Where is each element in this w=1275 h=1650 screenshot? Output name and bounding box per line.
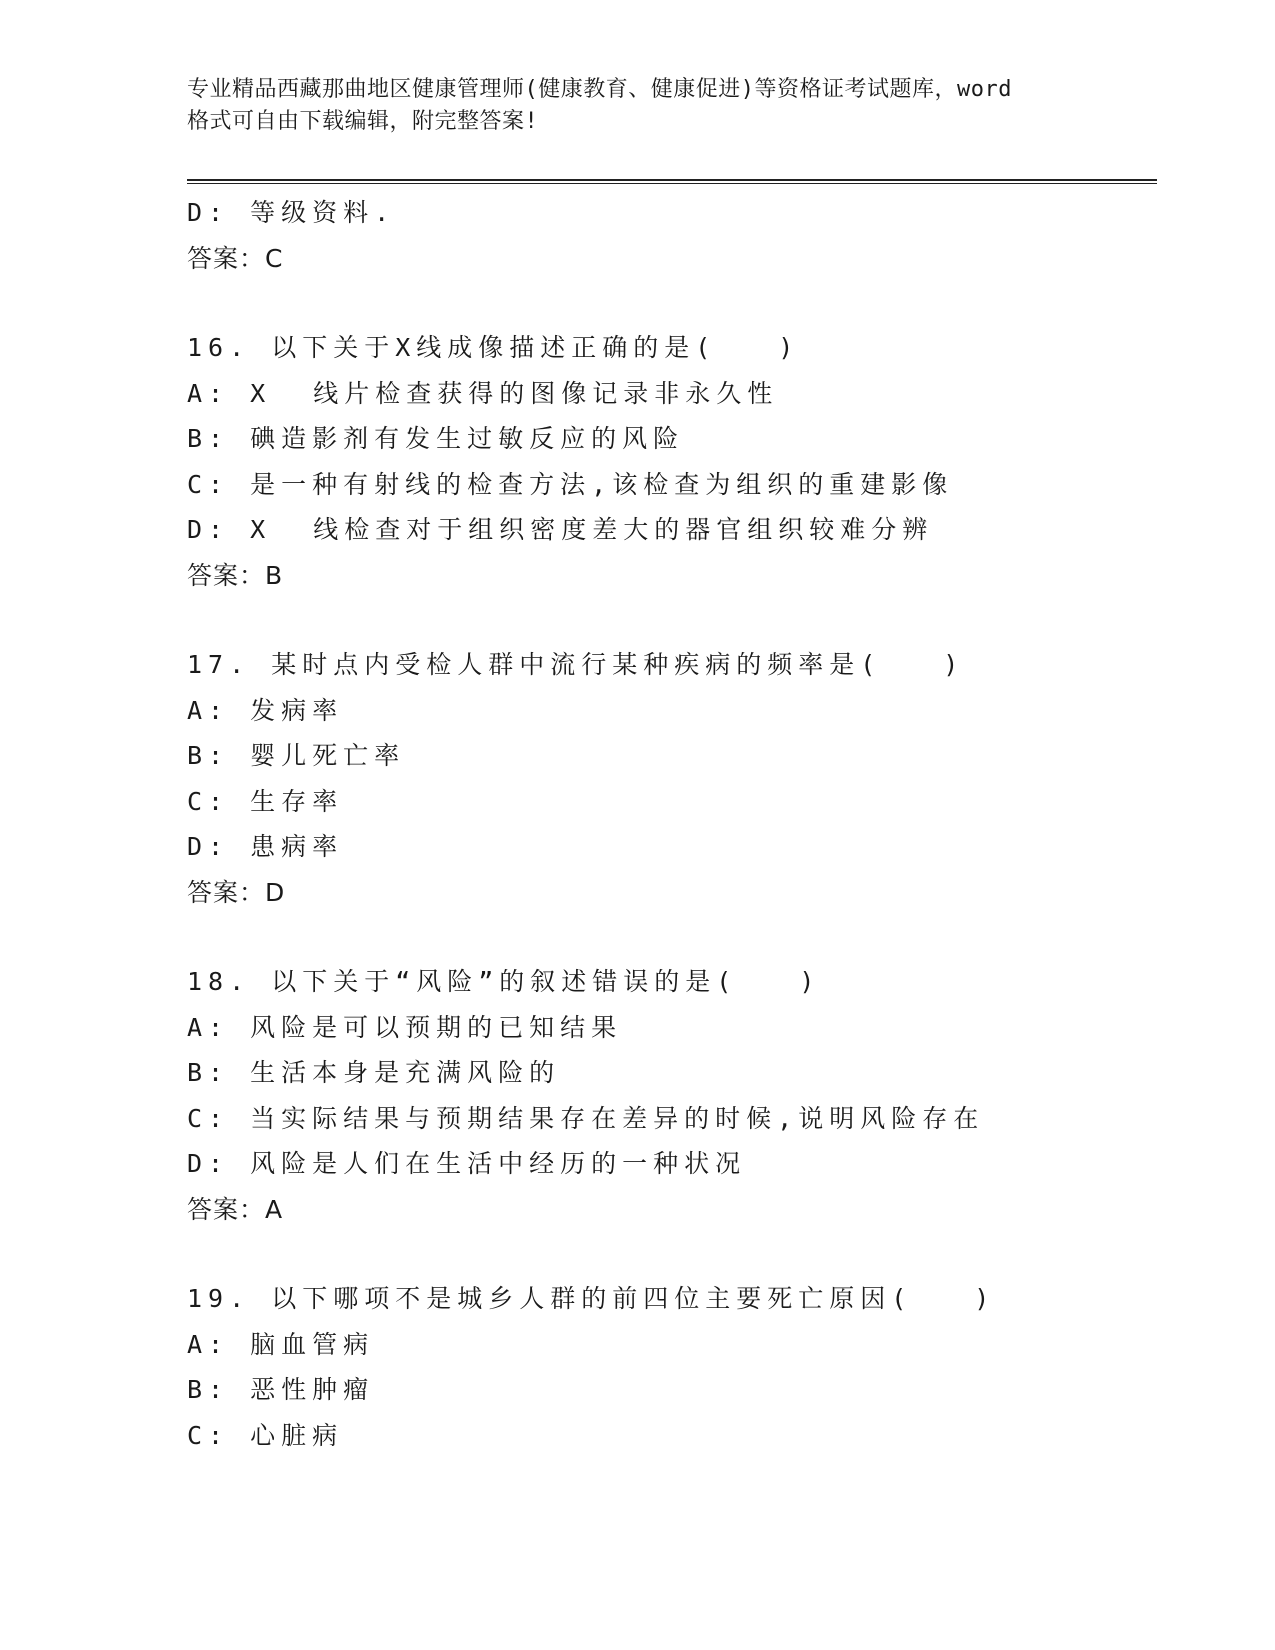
option-c: C: 生存率 — [187, 786, 344, 816]
header-divider-thin — [187, 183, 1157, 184]
option-a: A: 脑血管病 — [187, 1329, 375, 1359]
option-a: A: X 线片检查获得的图像记录非永久性 — [187, 378, 779, 408]
option-d: D: 患病率 — [187, 832, 344, 861]
question-block — [187, 642, 1147, 915]
answer-line: 答案：B — [187, 560, 284, 590]
question-title: 19. 以下哪项不是城乡人群的前四位主要死亡原因( ) — [187, 1284, 996, 1313]
option-a: A: 发病率 — [187, 695, 344, 725]
option-c: C: 心脏病 — [187, 1420, 344, 1450]
option-c: C: 是一种有射线的检查方法,该检查为组织的重建影像 — [187, 469, 954, 499]
option-d: D: 风险是人们在生活中经历的一种状况 — [187, 1149, 747, 1178]
option-c: C: 当实际结果与预期结果存在差异的时候,说明风险存在 — [187, 1103, 985, 1133]
question-block — [187, 190, 1147, 281]
question-list — [187, 190, 1147, 1458]
page-header — [187, 74, 1107, 138]
option-b: B: 碘造影剂有发生过敏反应的风险 — [187, 424, 685, 453]
question-block — [187, 325, 1147, 598]
answer-line: 答案：D — [187, 877, 286, 907]
question-title: 16. 以下关于X线成像描述正确的是( ) — [187, 333, 800, 362]
option-d: D: 等级资料. — [187, 198, 396, 227]
option-d: D: X 线检查对于组织密度差大的器官组织较难分辨 — [187, 515, 934, 544]
header-divider-thick — [187, 179, 1157, 181]
option-b: B: 生活本身是充满风险的 — [187, 1058, 561, 1087]
question-block — [187, 959, 1147, 1232]
option-b: B: 婴儿死亡率 — [187, 741, 406, 770]
question-block — [187, 1276, 1147, 1458]
header-line-1: 专业精品西藏那曲地区健康管理师(健康教育、健康促进)等资格证考试题库，word — [187, 77, 1012, 102]
option-a: A: 风险是可以预期的已知结果 — [187, 1012, 623, 1042]
answer-line: 答案：C — [187, 243, 284, 273]
question-title: 18. 以下关于“风险”的叙述错误的是( ) — [187, 967, 821, 996]
header-line-2: 格式可自由下载编辑，附完整答案! — [187, 109, 539, 134]
answer-line: 答案：A — [187, 1194, 284, 1224]
question-title: 17. 某时点内受检人群中流行某种疾病的频率是( ) — [187, 650, 965, 679]
option-b: B: 恶性肿瘤 — [187, 1375, 375, 1404]
